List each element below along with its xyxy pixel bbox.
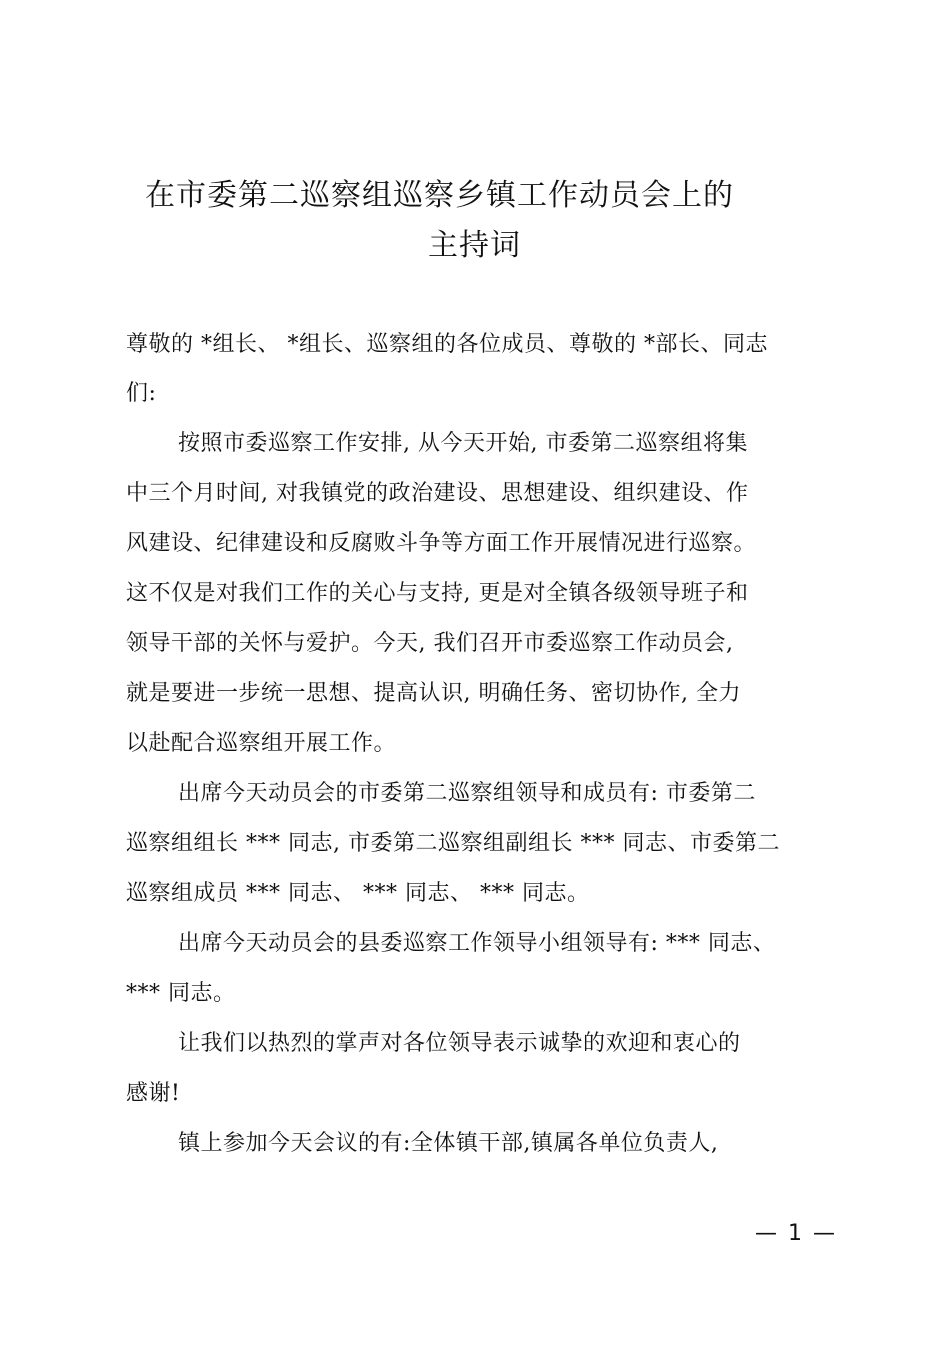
paragraph-4-line-1: 让我们以热烈的掌声对各位领导表示诚挚的欢迎和衷心的 bbox=[178, 1031, 741, 1056]
salutation-line-1: 尊敬的 *组长、 *组长、巡察组的各位成员、尊敬的 *部长、同志 bbox=[126, 332, 768, 357]
salutation-line-2: 们: bbox=[126, 381, 157, 406]
paragraph-2-line-1: 出席今天动员会的市委第二巡察组领导和成员有: 市委第二 bbox=[178, 781, 756, 806]
page-number: — 1 — bbox=[755, 1221, 837, 1246]
paragraph-1-line-6: 就是要进一步统一思想、提高认识, 明确任务、密切协作, 全力 bbox=[126, 681, 741, 706]
paragraph-4-line-2: 感谢! bbox=[126, 1081, 181, 1106]
paragraph-2-line-2: 巡察组组长 *** 同志, 市委第二巡察组副组长 *** 同志、市委第二 bbox=[126, 831, 780, 856]
paragraph-3-line-2: *** 同志。 bbox=[126, 981, 236, 1006]
paragraph-5-line-1: 镇上参加今天会议的有:全体镇干部,镇属各单位负责人, bbox=[178, 1131, 719, 1156]
paragraph-1-line-4: 这不仅是对我们工作的关心与支持, 更是对全镇各级领导班子和 bbox=[126, 581, 749, 606]
document-title-line-2: 主持词 bbox=[428, 228, 521, 263]
paragraph-1-line-1: 按照市委巡察工作安排, 从今天开始, 市委第二巡察组将集 bbox=[178, 431, 748, 456]
paragraph-1-line-5: 领导干部的关怀与爱护。今天, 我们召开市委巡察工作动员会, bbox=[126, 631, 734, 656]
paragraph-1-line-3: 风建设、纪律建设和反腐败斗争等方面工作开展情况进行巡察。 bbox=[126, 531, 757, 556]
paragraph-1-line-7: 以赴配合巡察组开展工作。 bbox=[126, 731, 397, 756]
paragraph-3-line-1: 出席今天动员会的县委巡察工作领导小组领导有: *** 同志、 bbox=[178, 931, 776, 956]
paragraph-1-line-2: 中三个月时间, 对我镇党的政治建设、思想建设、组织建设、作 bbox=[126, 481, 749, 506]
document-title-line-1: 在市委第二巡察组巡察乡镇工作动员会上的 bbox=[145, 178, 734, 213]
paragraph-2-line-3: 巡察组成员 *** 同志、 *** 同志、 *** 同志。 bbox=[126, 881, 590, 906]
